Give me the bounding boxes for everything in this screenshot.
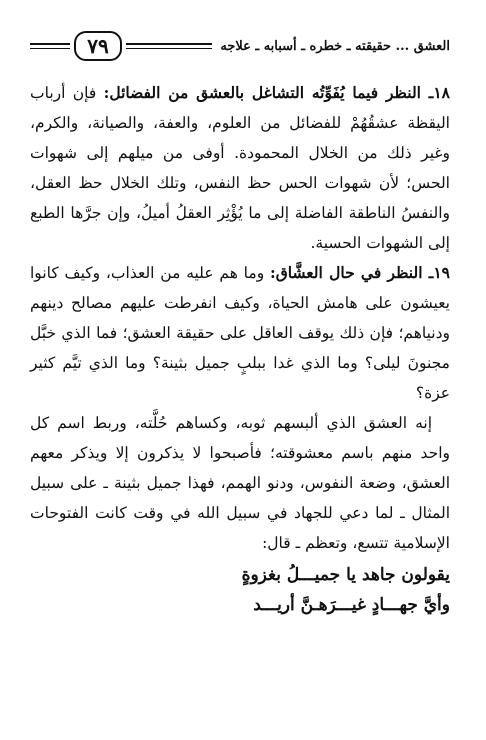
paragraph-18 bbox=[30, 78, 450, 258]
running-title: العشق ... حقيقته ـ خطره ـ أسبابه ـ علاجه bbox=[220, 38, 450, 54]
verse-line-1: يقولون جاهد يا جميـــلُ بغزوةٍ bbox=[241, 565, 450, 585]
paragraph-heading: ١٩ـ النظر في حال العشَّاق: bbox=[270, 263, 450, 282]
verse-line-2: وأيَّ جهـــادٍ غيـــرَهـنَّ أريـــد bbox=[253, 595, 450, 615]
page-number bbox=[74, 31, 122, 61]
body-text bbox=[30, 78, 450, 620]
paragraph-text: فإن أرباب اليقظة عشقُهُمْ للفضائل من العلوم، والعفة، والصيانة، والكرم، وغير ذلك من الخلال المحمودة. أوفى من ميلهم إلى شهوات الحس؛ لأن شهوات الحس حظ النفس، وتلك الخلال حظ العقل، والنفسُ الناطقة الفاضلة إلى ما يُؤْثِر العقلُ أميلُ، وإن جرَّها الطبع إلى الشهوات الحسية. bbox=[30, 84, 450, 252]
header-rule bbox=[126, 43, 212, 49]
poem-verse bbox=[30, 560, 450, 620]
paragraph-19 bbox=[30, 258, 450, 408]
paragraph-text: إنه العشق الذي ألبسهم ثوبه، وكساهم حُلَّته، وربط اسم كل واحد منهم باسم معشوقته؛ فأصبحوا لا يذكرون إلا ويذكر معهم العشق، وضعة النفوس، ودنو الهمم، فهذا جميل بثينة ـ على سبيل المثال ـ لما دعي للجهاد في سبيل الله في وقت كانت الفتوحات الإسلامية تتسع، وتعظم ـ قال: bbox=[30, 414, 450, 552]
header-rule-end bbox=[30, 43, 70, 49]
running-header bbox=[30, 26, 450, 66]
paragraph-text: وما هم عليه من العذاب، وكيف كانوا يعيشون على هامش الحياة، وكيف انفرطت عليهم مصالح دينهم ودنياهم؛ فإن ذلك يوقف العاقل على حقيقة العشق؛ فما الذي خبَّل مجنونَ ليلى؟ وما الذي غدا ببلبٍ جميل بثينة؟ وما الذي تيَّم كثير عزة؟ bbox=[30, 264, 450, 402]
paragraph-body bbox=[30, 408, 450, 558]
paragraph-heading: ١٨ـ النظر فيما يُفَوِّتُه التشاغل بالعشق من الفضائل: bbox=[103, 83, 450, 102]
page-number-text: ٧٩ bbox=[87, 34, 109, 58]
